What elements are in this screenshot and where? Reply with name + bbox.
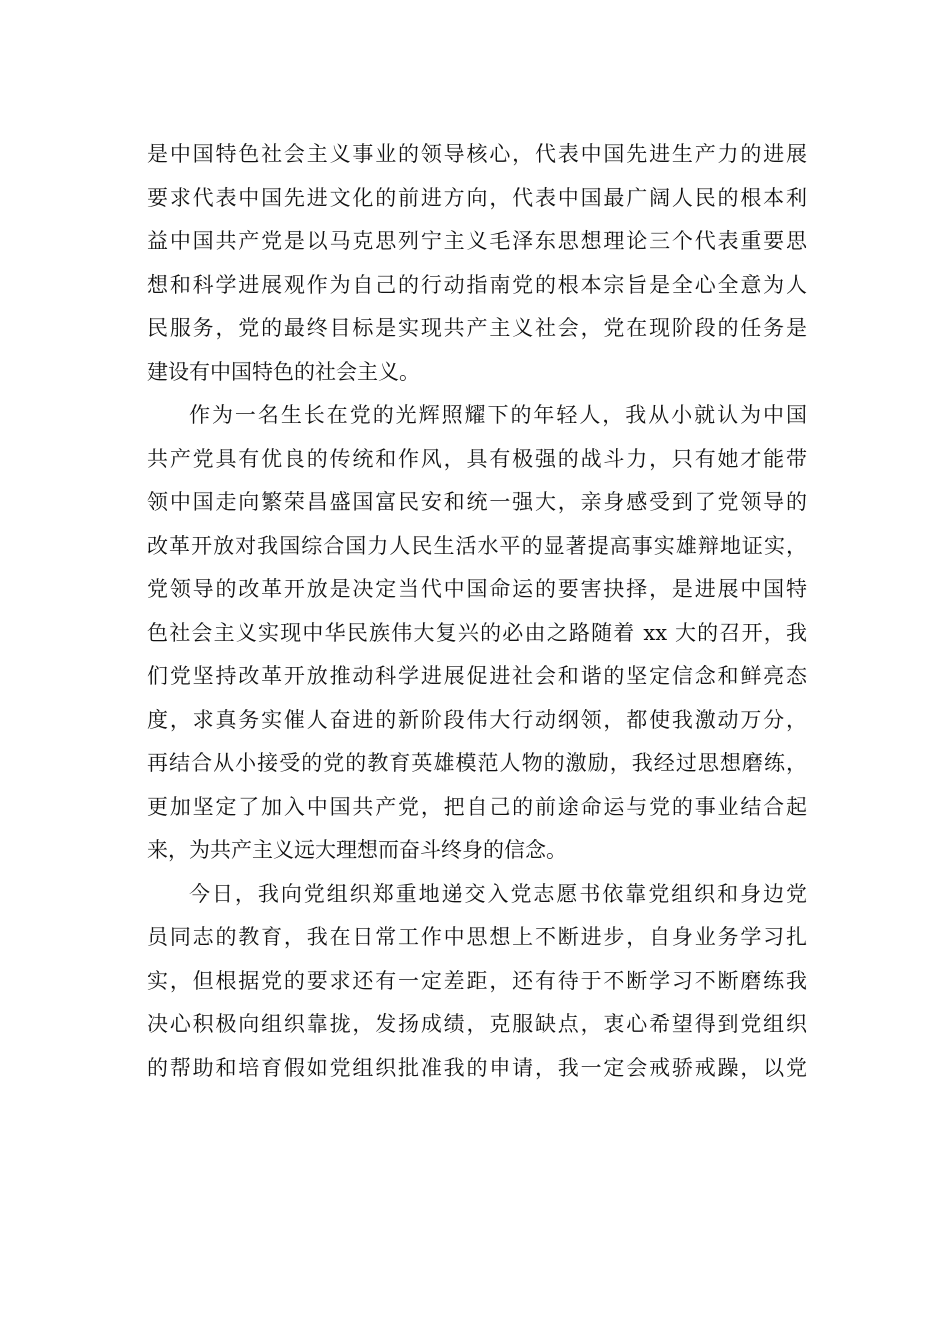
text-line: 想和科学进展观作为自己的行动指南党的根本宗旨是全心全意为人 — [147, 272, 807, 297]
text-line: 领中国走向繁荣昌盛国富民安和统一强大，亲身感受到了党领导的 — [147, 490, 807, 514]
text-line: 建设有中国特色的社会主义。 — [147, 359, 420, 384]
text-line: 党领导的改革开放是决定当代中国命运的要害抉择，是进展中国特 — [147, 577, 807, 601]
text-line: 们党坚持改革开放推动科学进展促进社会和谐的坚定信念和鲜亮态 — [147, 664, 807, 688]
text-line: 再结合从小接受的党的教育英雄模范人物的激励，我经过思想磨练， — [147, 751, 807, 775]
text-line: 决心积极向组织靠拢，发扬成绩，克服缺点，衷心希望得到党组织 — [147, 1012, 807, 1036]
text-line: 员同志的教育，我在日常工作中思想上不断进步，自身业务学习扎 — [147, 925, 807, 949]
text-line: 作为一名生长在党的光辉照耀下的年轻人，我从小就认为中国 — [189, 403, 807, 427]
text-line: 民服务，党的最终目标是实现共产主义社会，党在现阶段的任务是 — [147, 316, 807, 340]
text-line: 共产党具有优良的传统和作风，具有极强的战斗力，只有她才能带 — [147, 446, 807, 471]
text-line: 改革开放对我国综合国力人民生活水平的显著提高事实雄辩地证实， — [147, 533, 807, 558]
text-line: 更加坚定了加入中国共产党，把自己的前途命运与党的事业结合起 — [147, 794, 807, 819]
text-line: 实，但根据党的要求还有一定差距，还有待于不断学习不断磨练我 — [147, 968, 807, 993]
document-body — [147, 133, 807, 1090]
text-line: 是中国特色社会主义事业的领导核心，代表中国先进生产力的进展 — [147, 142, 807, 166]
text-line: 要求代表中国先进文化的前进方向，代表中国最广阔人民的根本利 — [147, 185, 807, 210]
text-line: 度，求真务实催人奋进的新阶段伟大行动纲领，都使我激动万分， — [147, 707, 807, 732]
text-line: 的帮助和培育假如党组织批准我的申请，我一定会戒骄戒躁，以党 — [147, 1055, 807, 1080]
text-line: 来，为共产主义远大理想而奋斗终身的信念。 — [147, 838, 567, 862]
text-line: 色社会主义实现中华民族伟大复兴的必由之路随着 xx 大的召开，我 — [147, 620, 807, 645]
text-line: 今日，我向党组织郑重地递交入党志愿书依靠党组织和身边党 — [189, 881, 807, 906]
text-line: 益中国共产党是以马克思列宁主义毛泽东思想理论三个代表重要思 — [147, 229, 807, 253]
